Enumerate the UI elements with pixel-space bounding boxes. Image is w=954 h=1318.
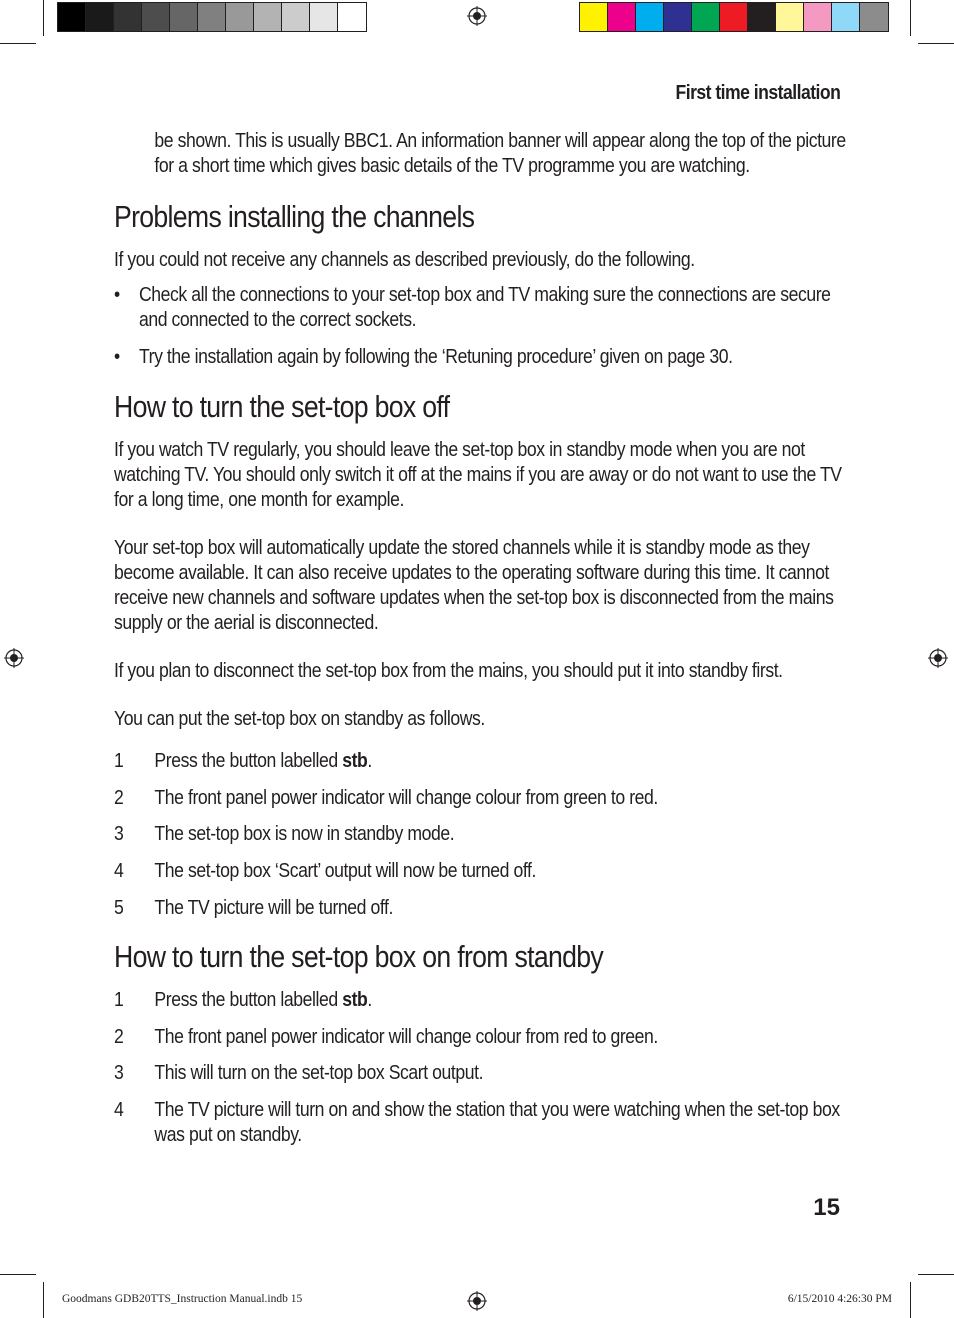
footer-file-info: Goodmans GDB20TTS_Instruction Manual.indb 15 <box>62 1293 303 1305</box>
grayscale-color-bar <box>57 2 367 32</box>
step-text: The set-top box is now in standby mode. <box>154 822 455 845</box>
step-number: 1 <box>114 988 124 1011</box>
color-swatch <box>198 3 226 31</box>
color-swatch <box>282 3 310 31</box>
list-item <box>114 344 854 369</box>
bullet-text: Check all the connections to your set-top box and TV making sure the connections are secure and connected to the correct sockets. <box>138 283 831 331</box>
list-item <box>114 1024 854 1049</box>
crop-mark-top-left-h <box>0 43 36 44</box>
registration-mark-icon <box>467 6 487 26</box>
color-swatch <box>608 3 636 31</box>
crop-mark-bottom-right-v <box>910 1282 911 1318</box>
problems-intro: If you could not receive any channels as described previously, do the following. <box>114 248 695 271</box>
continued-paragraph: be shown. This is usually BBC1. An information banner will appear along the top of the picture for a short time which gives basic details of the TV programme you are watching. <box>154 129 846 177</box>
step-number: 2 <box>114 786 124 809</box>
turn-off-paragraph: If you watch TV regularly, you should leave the set-top box in standby mode when you are not watching TV. You should only switch it off at the mains if you are away or do not want to use the TV for a long time, one month for example. <box>114 438 842 511</box>
registration-mark-icon <box>467 1291 487 1311</box>
crop-mark-top-right-h <box>918 43 954 44</box>
step-text: The set-top box ‘Scart’ output will now be turned off. <box>154 859 536 882</box>
step-number: 2 <box>114 1025 124 1048</box>
stb-label: stb <box>342 749 368 772</box>
crop-mark-bottom-left-h <box>0 1274 36 1275</box>
color-swatch <box>170 3 198 31</box>
step-text-main: Press the button labelled <box>154 749 343 772</box>
stb-label: stb <box>342 988 368 1011</box>
color-swatch <box>692 3 720 31</box>
list-item <box>114 1097 854 1147</box>
step-number: 3 <box>114 1061 124 1084</box>
turn-off-steps <box>114 748 854 920</box>
list-item <box>114 858 854 883</box>
color-swatch <box>86 3 114 31</box>
crop-mark-top-left-v <box>43 0 44 36</box>
turn-off-paragraph: You can put the set-top box on standby as follows. <box>114 707 485 730</box>
step-text-after: . <box>367 988 372 1011</box>
step-text: The TV picture will turn on and show the station that you were watching when the set-top box was put on standby. <box>154 1098 840 1146</box>
color-swatch <box>776 3 804 31</box>
step-text <box>154 987 371 1012</box>
page-number: 15 <box>813 1194 840 1221</box>
color-swatch <box>254 3 282 31</box>
bullet-marker: • <box>114 345 120 368</box>
list-item <box>114 748 854 773</box>
step-text-main: Press the button labelled <box>154 988 343 1011</box>
step-text-after: . <box>367 749 372 772</box>
color-swatch <box>580 3 608 31</box>
step-text: The front panel power indicator will change colour from red to green. <box>154 1025 658 1048</box>
heading-turn-off: How to turn the set-top box off <box>114 389 450 424</box>
list-item <box>114 895 854 920</box>
step-number: 1 <box>114 749 124 772</box>
step-text: This will turn on the set-top box Scart output. <box>154 1061 484 1084</box>
crop-mark-bottom-left-v <box>43 1282 44 1318</box>
list-item <box>114 785 854 810</box>
step-number: 3 <box>114 822 124 845</box>
heading-problems: Problems installing the channels <box>114 199 475 234</box>
list-item <box>114 282 854 332</box>
color-swatch <box>58 3 86 31</box>
color-swatch <box>338 3 366 31</box>
step-text: The TV picture will be turned off. <box>154 896 393 919</box>
turn-on-steps <box>114 987 854 1147</box>
color-swatch <box>832 3 860 31</box>
list-item <box>114 987 854 1012</box>
bullet-text: Try the installation again by following the ‘Retuning procedure’ given on page 30. <box>138 345 733 368</box>
bullet-marker: • <box>114 283 120 306</box>
crop-mark-bottom-right-h <box>918 1274 954 1275</box>
color-swatch <box>114 3 142 31</box>
footer-timestamp: 6/15/2010 4:26:30 PM <box>787 1293 892 1305</box>
crop-mark-top-right-v <box>910 0 911 36</box>
step-number: 4 <box>114 1098 124 1121</box>
list-item <box>114 1060 854 1085</box>
section-header: First time installation <box>675 82 840 104</box>
problems-bullet-list <box>114 282 854 369</box>
color-swatch <box>748 3 776 31</box>
color-swatch <box>860 3 888 31</box>
step-text: The front panel power indicator will change colour from green to red. <box>154 786 658 809</box>
color-swatch <box>804 3 832 31</box>
color-swatch <box>226 3 254 31</box>
color-swatch <box>720 3 748 31</box>
list-item <box>114 821 854 846</box>
step-number: 5 <box>114 896 124 919</box>
heading-turn-on: How to turn the set-top box on from standby <box>114 939 604 974</box>
color-swatch <box>636 3 664 31</box>
turn-off-paragraph: Your set-top box will automatically update the stored channels while it is standby mode as they become available. It can also receive updates to the operating software during this time. It cannot receive new channels and software updates when the set-top box is disconnected from the mains supply or the aerial is disconnected. <box>114 536 834 634</box>
turn-off-paragraph: If you plan to disconnect the set-top box from the mains, you should put it into standby first. <box>114 659 783 682</box>
registration-mark-icon <box>928 648 948 668</box>
color-swatch <box>142 3 170 31</box>
color-swatch <box>310 3 338 31</box>
step-number: 4 <box>114 859 124 882</box>
process-color-bar <box>579 2 889 32</box>
color-swatch <box>664 3 692 31</box>
step-text <box>154 748 371 773</box>
page-content <box>114 128 854 1147</box>
registration-mark-icon <box>4 648 24 668</box>
